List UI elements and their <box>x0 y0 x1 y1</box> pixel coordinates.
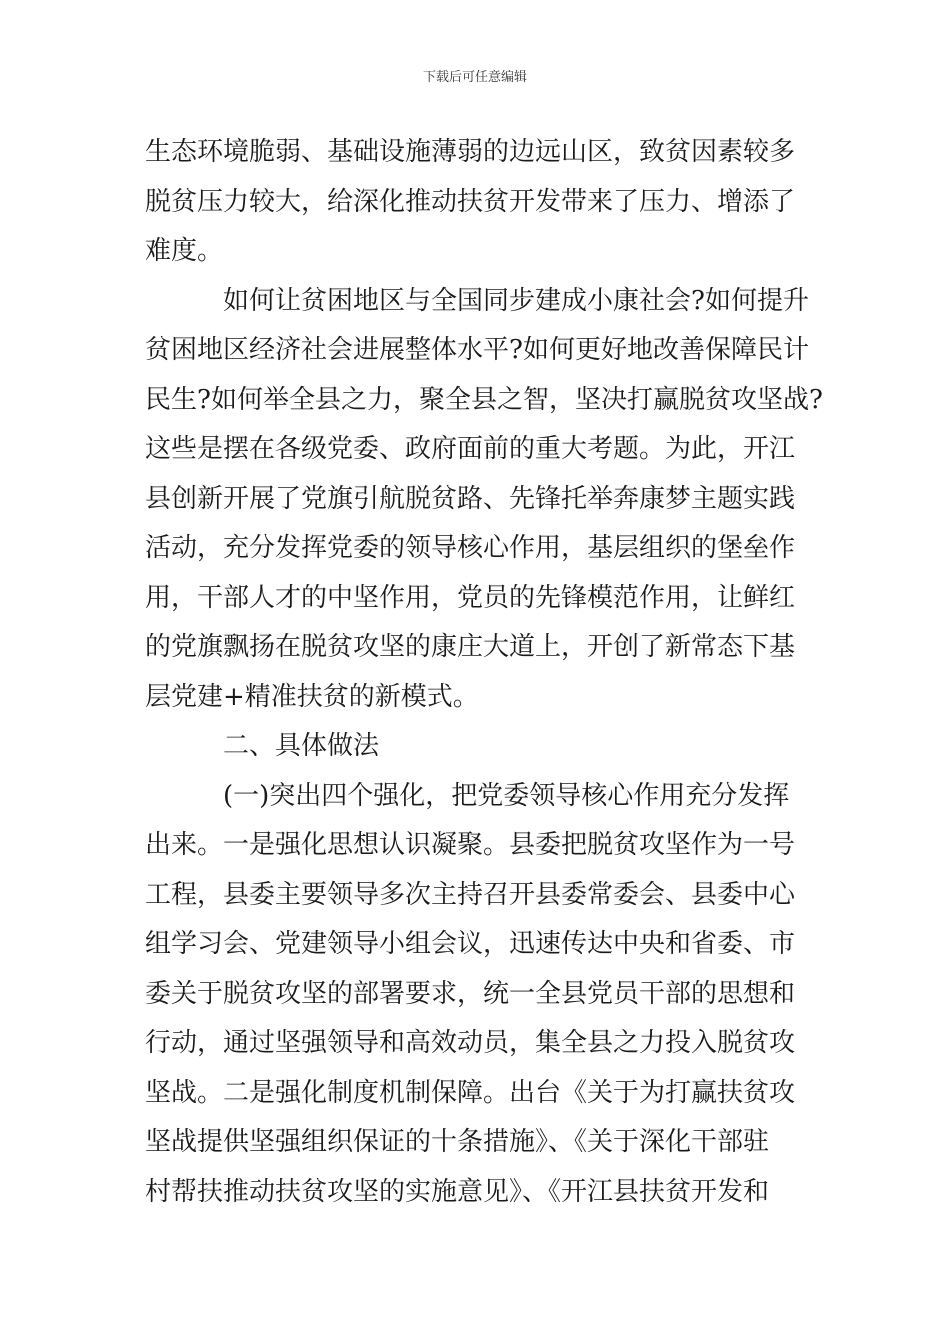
text-line: 这些是摆在各级党委、政府面前的重大考题。为此，开江 <box>145 434 796 464</box>
page-header: 下载后可任意编辑 <box>422 70 527 85</box>
text-line: 生态环境脆弱、基础设施薄弱的边远山区，致贫因素较多 <box>145 137 796 167</box>
text-line: 委关于脱贫攻坚的部署要求，统一全县党员干部的思想和 <box>145 978 796 1009</box>
text-line: 组学习会、党建领导小组会议，迅速传达中央和省委、市 <box>145 929 796 959</box>
text-line: 民生?如何举全县之力，聚全县之智，坚决打赢脱贫攻坚战? <box>145 384 823 415</box>
text-line: 脱贫压力较大，给深化推动扶贫开发带来了压力、增添了 <box>145 186 796 217</box>
text-line: 层党建+精准扶贫的新模式。 <box>145 681 479 712</box>
text-line: 村帮扶推动扶贫攻坚的实施意见》、《开江县扶贫开发和 <box>145 1176 770 1207</box>
document-body <box>145 128 823 1217</box>
paragraph-first-line: (一)突出四个强化，把党委领导核心作用充分发挥 <box>223 780 790 811</box>
text-line: 贫困地区经济社会进展整体水平?如何更好地改善保障民计 <box>145 335 809 365</box>
text-line: 县创新开展了党旗引航脱贫路、先锋托举奔康梦主题实践 <box>145 483 796 514</box>
text-line: 活动，充分发挥党委的领导核心作用，基层组织的堡垒作 <box>145 533 796 563</box>
text-line: 坚战。二是强化制度机制保障。出台《关于为打赢扶贫攻 <box>145 1077 796 1108</box>
text-line: 难度。 <box>145 236 224 266</box>
section-heading: 二、具体做法 <box>223 731 380 761</box>
text-line: 的党旗飘扬在脱贫攻坚的康庄大道上，开创了新常态下基 <box>145 632 796 662</box>
text-line: 用，干部人才的中坚作用，党员的先锋模范作用，让鲜红 <box>145 582 796 613</box>
paragraph-first-line: 如何让贫困地区与全国同步建成小康社会?如何提升 <box>223 285 809 316</box>
text-line: 工程，县委主要领导多次主持召开县委常委会、县委中心 <box>145 879 796 910</box>
text-line: 行动，通过坚强领导和高效动员，集全县之力投入脱贫攻 <box>145 1028 796 1058</box>
text-line: 出来。一是强化思想认识凝聚。县委把脱贫攻坚作为一号 <box>145 830 796 860</box>
text-line: 坚战提供坚强组织保证的十条措施》、《关于深化干部驻 <box>145 1127 770 1157</box>
